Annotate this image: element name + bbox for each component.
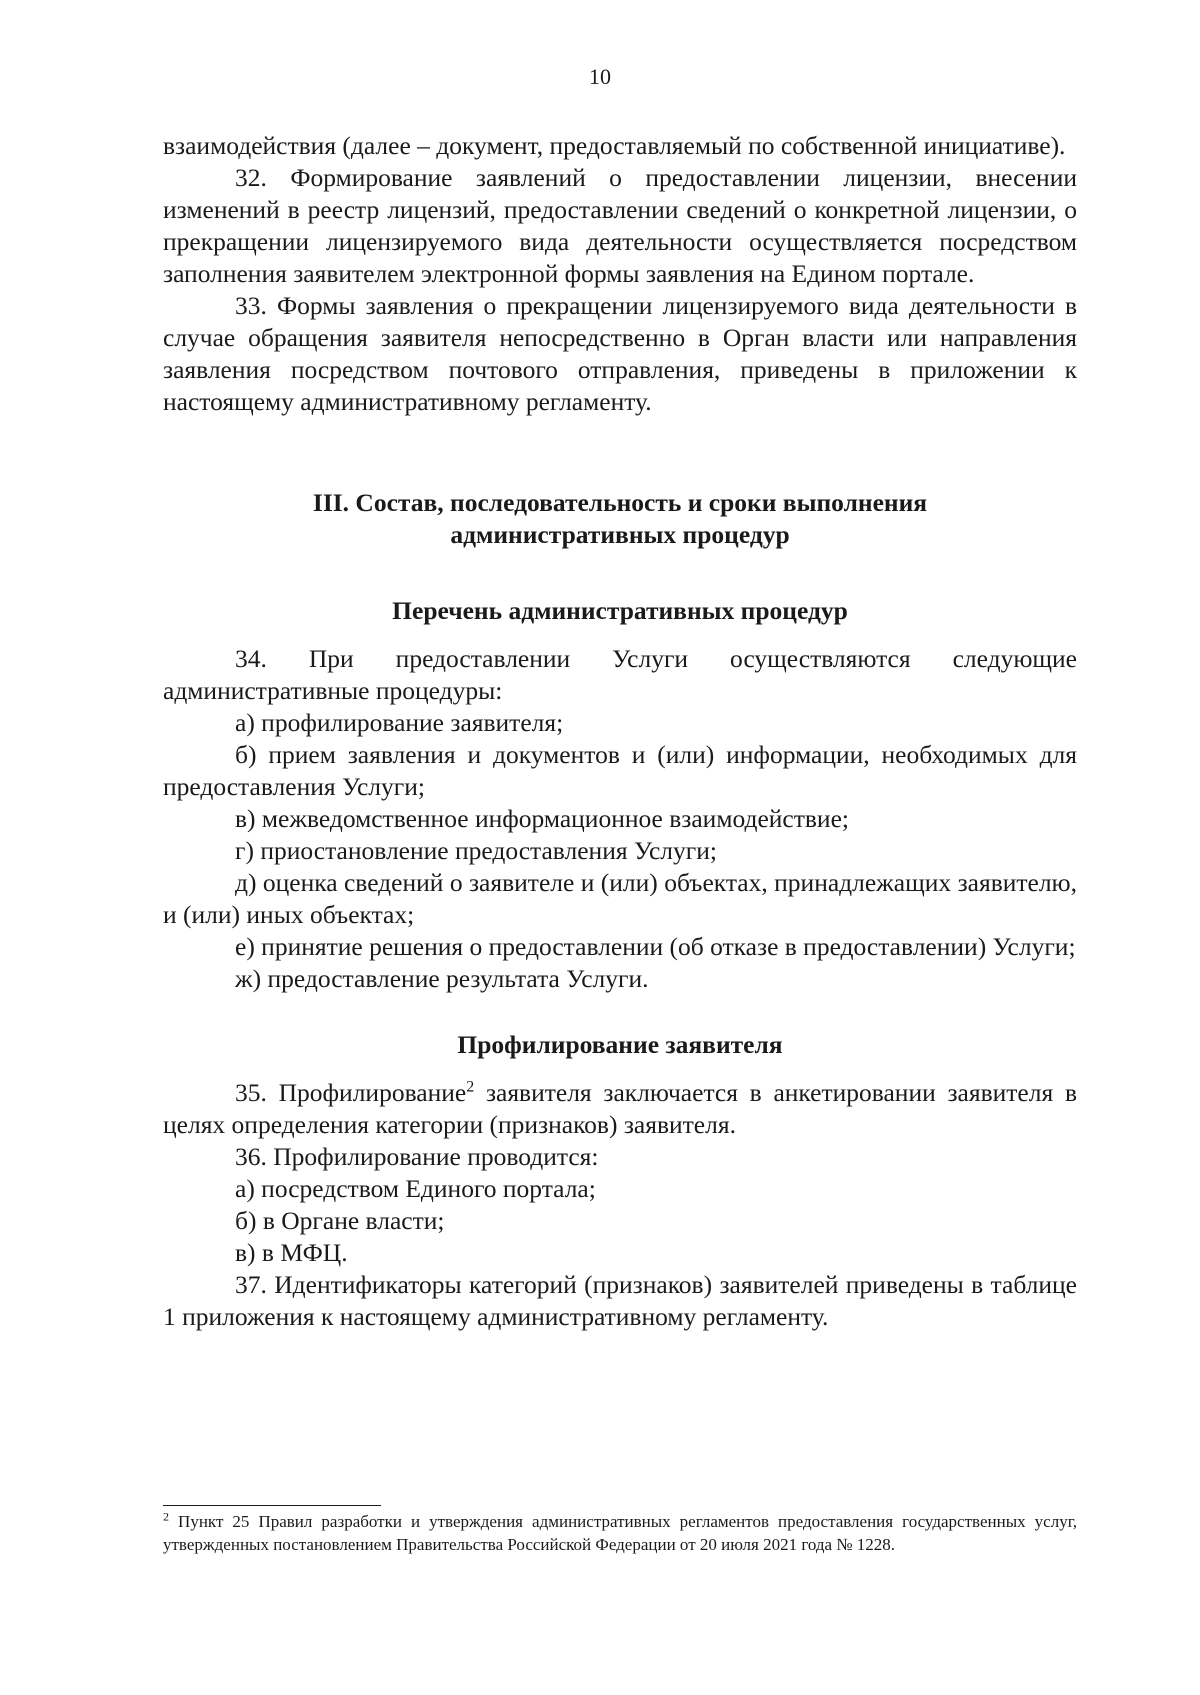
footnote-text: Пункт 25 Правил разработки и утверждения административных регламентов предоставления государственных услуг, утвержденных постановлением Правительства Российской Федерации от 20 июля 2021 года № 1228. <box>163 1512 1077 1554</box>
paragraph-34: 34. При предоставлении Услуги осуществляются следующие административные процедуры: <box>163 644 1077 705</box>
profiling-channel-item: а) посредством Единого портала; <box>235 1174 596 1203</box>
paragraph-32: 32. Формирование заявлений о предоставлении лицензии, внесении изменений в реестр лицензий, предоставлении сведений о конкретной лицензии, о прекращении лицензируемого вида деятельности осуществляется посредством заполнения заявителем электронной формы заявления на Едином портале. <box>163 163 1077 288</box>
paragraph-35 <box>163 1077 1077 1141</box>
page-body <box>163 130 1077 1333</box>
procedure-item: е) принятие решения о предоставлении (об отказе в предоставлении) Услуги; <box>235 932 1076 961</box>
footnote-separator <box>163 1505 381 1506</box>
section-heading-line-1: III. Состав, последовательность и сроки выполнения <box>312 488 928 517</box>
section-heading-line-2: административных процедур <box>450 520 790 549</box>
footnote-reference: 2 <box>466 1078 475 1096</box>
subheading-profiling: Профилирование заявителя <box>457 1030 783 1059</box>
procedure-item: ж) предоставление результата Услуги. <box>235 964 649 993</box>
footnote-mark: 2 <box>163 1509 169 1524</box>
section-heading <box>163 487 1077 551</box>
paragraph-continuation: взаимодействия (далее – документ, предоставляемый по собственной инициативе). <box>163 131 1066 160</box>
paragraph-35-end: заявителя заключается в анкетировании заявителя в целях определения категории (признаков) заявителя. <box>163 1078 1077 1139</box>
paragraph-36: 36. Профилирование проводится: <box>235 1142 599 1171</box>
paragraph-35-start: 35. Профилирование <box>235 1078 467 1107</box>
subheading-procedures-list: Перечень административных процедур <box>392 596 848 625</box>
profiling-channel-item: б) в Органе власти; <box>235 1206 445 1235</box>
footnote <box>163 1510 1077 1556</box>
procedure-item: б) прием заявления и документов и (или) информации, необходимых для предоставления Услуги; <box>163 740 1077 801</box>
paragraph-33: 33. Формы заявления о прекращении лицензируемого вида деятельности в случае обращения заявителя непосредственно в Орган власти или направления заявления посредством почтового отправления, приведены в приложении к настоящему административному регламенту. <box>163 291 1077 416</box>
paragraph-37: 37. Идентификаторы категорий (признаков) заявителей приведены в таблице 1 приложения к настоящему административному регламенту. <box>163 1270 1077 1331</box>
procedure-item: в) межведомственное информационное взаимодействие; <box>235 804 849 833</box>
procedure-item: д) оценка сведений о заявителе и (или) объектах, принадлежащих заявителю, и (или) иных объектах; <box>163 868 1077 929</box>
procedure-item: а) профилирование заявителя; <box>235 708 564 737</box>
profiling-channel-item: в) в МФЦ. <box>235 1238 348 1267</box>
procedure-item: г) приостановление предоставления Услуги; <box>235 836 717 865</box>
page-number: 10 <box>589 64 611 89</box>
